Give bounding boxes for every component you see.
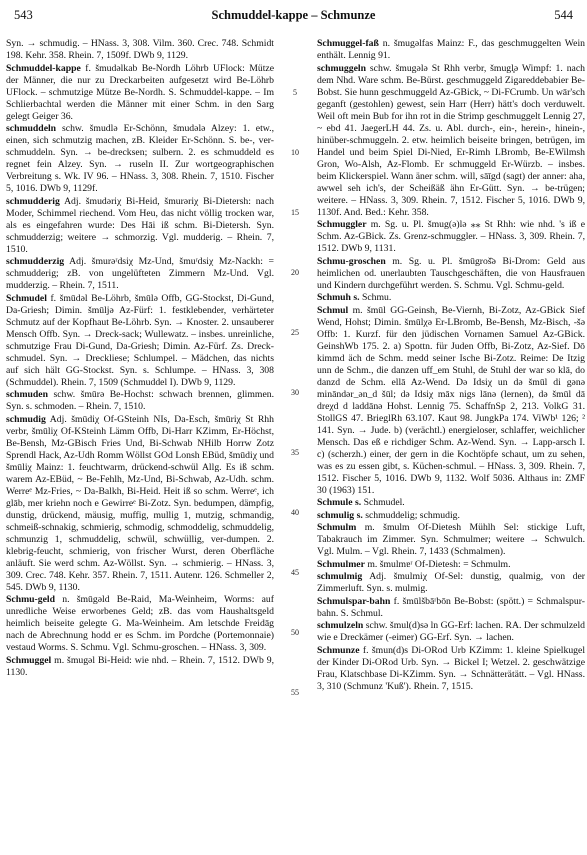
entry-headword: Schmul [317, 304, 349, 316]
entry-text: Schmudel. [363, 497, 405, 508]
entry-headword: Schmu-geld [6, 594, 55, 605]
entry-headword: schmudig [6, 413, 46, 425]
entry-text: Syn. → schmudig. – HNass. 3, 308. Vilm. 360. Crec. 748. Schmidt 198. Kehr. 358. Rhein. 7, 1509f. DWb 9, 1129. [6, 38, 274, 61]
entry-headword: schmuggeln [317, 62, 366, 74]
entry-headword: schmulmig [317, 571, 363, 582]
page-number-left: 543 [14, 8, 33, 22]
dictionary-entry [6, 594, 274, 654]
line-number: 10 [291, 148, 299, 157]
entry-text: f. šmūdəl Be-Löhrb, šmūlə Offb, GG-Stockst, Di-Gund, Da-Griesh; Dimin. šmūljə Az-Fürf: 1. festklebender, verhärteter Schmutz auf der Kopfhaut Be-Löhrb. Syn. → Knoster. 2. unsauberer Mensch Offb. Syn. → Dreck-sack; Wullewatz. – insbes. unreinliche, schmutzige Frau Di-Gund, Da-Griesh; Dimin. Az-Fürf. Zs. Dreck-schmudel. Syn. → Dreckliese; Schlumpel. – Mädchen, das nichts auf sich hält GG-Stockst. Syn. s. Schlumpe. – HNass. 3, 308 (Schmuddel). Rhein. 7, 1509 (Schmuddel I). DWb 9, 1129. [6, 292, 274, 388]
dictionary-entry [317, 219, 585, 255]
dictionary-entry [6, 196, 274, 256]
entry-text: m. šmulm Of-Dietesh Mühlh Sel: stickige Luft, Tabakrauch im Zimmer. Syn. Schmulmer; weitere → Schwulch. Vgl. Mulm. – Vgl. Rhein. 7, 1433 (Schmalmen). [317, 522, 585, 557]
entry-headword: Schmulspar-bahn [317, 595, 391, 607]
entry-text: n. šmugəlfas Mainz: F., das geschmuggelten Wein enthält. Lennig 91. [317, 38, 585, 61]
dictionary-entry [317, 292, 585, 304]
dictionary-entry [317, 256, 585, 292]
entry-headword: Schmu-groschen [317, 255, 386, 267]
entry-text: schw. šmul(d)sə ln GG-Erf: lachen. RA. Der schmulzeld wie e Dreckämer (-eimer) GG-Erf. Syn. → lachen. [317, 620, 585, 643]
entry-text: n. šmūgəld Be-Raid, Ma-Weinheim, Worms: auf unredliche Weise erworbenes Geld; zB. das vom Haushaltsgeld heimlich beiseite gelegte G. Ma-Weinheim. Am letschde Freidāg nach de Abrechnung hodd er es Schm. im Pordche (Portemonnaie) vestaud Worms. S. Schmu. Vgl. Schmu-groschen. – HNass. 3, 309. [6, 594, 274, 653]
entry-text: m. Sg. u. Pl. šmūgroš̄ə Bi-Drom: Geld aus heimlichen od. unerlaubten Tauschgeschäften, die von Hausfrauen und Kindern durchgeführt werden. S. Schmu. Vgl. Schmu-geld. [317, 255, 585, 291]
entry-headword: Schmulmer [317, 558, 365, 570]
line-number: 55 [291, 688, 299, 697]
dictionary-entry [6, 655, 274, 679]
line-number: 50 [291, 628, 299, 637]
entry-headword: Schmuddel-kappe [6, 62, 81, 74]
entry-headword: Schmuh s. [317, 292, 360, 303]
dictionary-entry [317, 305, 585, 497]
dictionary-entry [6, 293, 274, 389]
entry-headword: Schmuggel [6, 654, 52, 666]
entry-headword: schmudderig [6, 195, 60, 207]
entry-text: Adj. šmurəʳdsiχ Mz-Und, šmuʳdsiχ Mz-Nackh: = schmudderig; zB. von ungelüfteten Zimmern Mz-Und. Vgl. mudderzig. – Rhein. 7, 1511. [6, 256, 274, 291]
entry-headword: schmuddeln [6, 123, 57, 134]
line-number: 30 [291, 388, 299, 397]
line-number: 5 [293, 88, 297, 97]
entry-text: m. Sg. u. Pl. šmug(ə)lə ⁎⁎ St Rhh: wie nhd. 's iß e Schm. Az-GBick. Zs. Grenz-schmuggler. – HNass. 3, 309. Rhein. 7, 1512. DWb 9, 1131. [317, 219, 585, 254]
dictionary-entry [317, 38, 585, 62]
entry-headword: schmudderzig [6, 256, 65, 267]
entry-headword: Schmuggel-faß [317, 38, 379, 49]
running-title: Schmuddel-kappe – Schmunze [211, 8, 376, 22]
entry-text: schw. šmūrə Be-Hochst: schwach brennen, glimmen. Syn. s. schmoden. – Rhein. 7, 1510. [6, 389, 274, 412]
entry-text: m. šmugəl Bi-Heid: wie nhd. – Rhein. 7, 1512. DWb 9, 1130. [6, 654, 274, 678]
dictionary-entry [317, 645, 585, 693]
entry-text: m. šmulmɐʳ Of-Dietesh: = Schmulm. [367, 558, 511, 570]
entry-headword: Schmudel [6, 292, 47, 304]
entry-text: Adj. šmūdiχ Of-GSteinh NIs, Da-Esch, šmūriχ St Rhh verbr, šmūliχ Of-KSteinh Lämm Offb, Di-Harr KZimm, Er-Höchst, Be-Bensh, Mz-GBisch Fries Und, Bi-Schwab NHilb Horrw Zotz Sprendl Hack, Az-Udh Romm Wöllst GOd Lonsh EBüd, šmūdiχ und šmūliχ Mainz: 1. feuchtwarm, drückend-schwül Allg. Es iß schm. warem Az-EBüd, ~ Be-Fehlh, Mz-Und, Bi-Schwab, Az-Udh. schm. Werreᵉ Mz-Fries, ~ Da-Balkh, Bi-Heid. Heit iß so schm. Werreᵉ, ich glāb, mer kriehn noch e Gewirreᵉ Bi-Zotz. Syn. bedumpen, dämpfig, dunstig, drückend, mäusig, muffig, mullig 1, mutzig, schmandig, schmeiß-schnakig, schmierig, schmodig, schmoddelig, schmuddelig, schmunzig 1, schmuddelig, schwül, schwüllig, ver-dumpen. 2. klebrig-feucht, schmierig, von frischer Wurst, deren Oberfläche anläuft. Sie werd schm. Az-Wöllst. Syn. → schmierig. – HNass. 3, 309. Crec. 748. Kehr. 357. Rhein. 7, 1511. Autenr. 126. Schmeller 2, 545. DWb 9, 1130. [6, 413, 274, 593]
line-number: 35 [291, 448, 299, 457]
right-column [317, 38, 585, 848]
line-number: 25 [291, 328, 299, 337]
dictionary-entry [317, 522, 585, 558]
line-number: 40 [291, 508, 299, 517]
dictionary-entry [6, 38, 274, 62]
line-number: 45 [291, 568, 299, 577]
entry-headword: Schmulm [317, 522, 357, 533]
dictionary-entry [6, 63, 274, 123]
entry-headword: schmuden [6, 389, 48, 400]
dictionary-entry [317, 620, 585, 644]
entry-headword: Schmuggler [317, 219, 367, 230]
entry-text: f. šmun(d)s Di-ORod Urb KZimm: 1. kleine Spielkugel der Kinder Di-ORod Urb. Syn. → Bickel I; Wetzel. 2. geschwätzige Frau, Klatschbase Di-KZimm. Syn. → Schnätterätätt. – Vgl. HNass. 3, 310 (Schmunz 'Kuß'). Rhein. 7, 1515. [317, 644, 585, 692]
page-number-right: 544 [554, 8, 573, 22]
entry-text: Schmu. [361, 292, 392, 303]
dictionary-entry [317, 63, 585, 219]
entry-text: m. šmūl GG-Geinsh, Be-Viernh, Bi-Zotz, Az-GBick Sief Wend, Hohst; Dimin. šmūlχə Er-LBromb, Be-Bensh, Mz-Bisch, -šə Offb: 1. Kurzf. für den jüdischen Vornamen Samuel Az-GBick. GeinshWb 175. 2. a) Spottn. für Juden Offb, Bi-Zotz, Az-Sief. Dō kimmd äch de Schm. medd seiner Ische Bi-Zotz. Reime: De Itzig unn de Schm., die danzen uff_em Stuhl, de Stuhl der war so klā, do danzd de Schm. ellā Az-Wend. Də Idsiχ un də šmūl di gənə mināndər_ən_d šūl; də Idsiχ māx nigs lānə (lernen), də šmūl dā dreχd d laddānə Hohst. Lennig 75. SchaffnSp 2, 213. VolkG 31. StollGS 47. BrieglRh 63.107. Kaut 98. JungkPa 174. ViWb¹ 126; ² 141. Syn. → Jude. b) (verächtl.) energieloser, schlaffer, weichlicher Mensch. Das eß e richdiger Schm. Az-Wend. Syn. → Lapp-arsch I. c) (scherzh.) einer, der gern in die Kochtöpfe schaut, um zu sehen, was es zu essen gibt, s. Küchen-schmul. – HNass. 3, 309. Rhein. 7, 1512. Fischer 5, 1016. DWb 9, 1132. Wolf 5036. Althaus in: ZMF 30 (1963) 151. [317, 304, 585, 496]
entry-headword: schmulig s. [317, 509, 363, 521]
dictionary-entry [317, 596, 585, 620]
entry-text: Adj. šmulmiχ Of-Sel: dunstig, qualmig, von der Zimmerluft. Syn. s. mulmig. [317, 571, 585, 594]
entry-text: f. šmūlšbāʳbōn Be-Bobst: (spött.) = Schmalspur-bahn. S. Schmul. [317, 595, 585, 619]
entry-text: f. šmudəlkab Be-Nordh Löhrb UFlock: Mütze der Männer, die nur zu Dreckarbeiten aufgesetzt wird Be-Löhrb UFlock. – schmutzige Mütze Be-Nordh. S. Schmuddel-kappe. – Im Schlierbachtal werden die Männer mit einer Schm. in den Sarg gelegt Geiger 36. [6, 62, 274, 122]
dictionary-entry [317, 497, 585, 509]
entry-text: Adj. šmudəriχ Bi-Heid, šmurəriχ Bi-Dietersh: nach Moder, Schimmel riechend. Vom Heu, das nicht völlig trocken war, als es eingefahren wurde: Des Hāi iß schm. Bi-Dietersh. Syn. schmudderzig; weitere → schmorzig. Vgl. mudderig. – Rhein. 7, 1510. [6, 195, 274, 255]
dictionary-entry [317, 559, 585, 571]
dictionary-entry [6, 389, 274, 413]
entry-headword: Schmule s. [317, 497, 362, 508]
line-number: 15 [291, 208, 299, 217]
dictionary-entry [317, 571, 585, 595]
dictionary-entry [6, 123, 274, 195]
dictionary-entry [317, 510, 585, 522]
dictionary-entry [6, 256, 274, 292]
entry-text: schw. šmudlə Er-Schönn, šmudələ Alzey: 1. etw., einen, sich schmutzig machen, zB. Kleider Er-Schönn. S. be-, ver-schmuddeln. Syn. → be-drecksen; sulbern. 2. es schmuddeld es regnet fein Alzey. Syn. → ruseln II. Zur wortgeographischen Verbreitung s. Wk. IV 96. – HNass. 3, 308. Rhein. 7, 1510. Fischer 5, 1016. DWb 9, 1129f. [6, 123, 274, 194]
line-number: 20 [291, 268, 299, 277]
left-column [6, 38, 274, 848]
dictionary-entry [6, 414, 274, 594]
entry-headword: schmulzeln [317, 620, 364, 631]
entry-headword: Schmunze [317, 644, 360, 656]
page-header [14, 8, 573, 28]
entry-text: schw. šmugələ St Rhh verbr, šmugl̥ə Wimpf: 1. nach dem Nhd. Ware schm. Be-Bürst. geschmuggeld Zigareddebabier Be-Bobst. Sie hunn geschmuggeld Az-GBick, ~ Di-FCrumb. Un wār'sch geganft (gestohlen) gewest, sein Harr (Herr) hätt's doch verduwelt. Weil oft mein Bub for ihn rot in die Strimp geschmuggelt Lennig 27, ~ ebd 41. JaegerLH 44. Zs. u. Abl. durch-, ein-, herein-, hinein-, hinüber-schmuggeln. 2. etw. heimlich beiseite bringen, betrügen, im Handel und beim Spiel Di-Nied, Er-Rimh LBromb, Be-EWilmsh Gron, Wo-Alsh, Az-Flomb. Er schmuggeld Er-Würzb. – insbes. beim Klickerspiel. Wann äner schm. will, sāīgd (sagt) der anner: aha, awwel seh ich's, der Scheißäß ähn Er-Gütt. Syn. → be-trügen; weitere. – HNass. 3, 309. Rhein. 7, 1512. Fischer 5, 1016. DWb 9, 1130f. And. Bed.: Kehr. 358. [317, 62, 585, 218]
entry-text: schmuddelig; schmudig. [365, 509, 460, 521]
